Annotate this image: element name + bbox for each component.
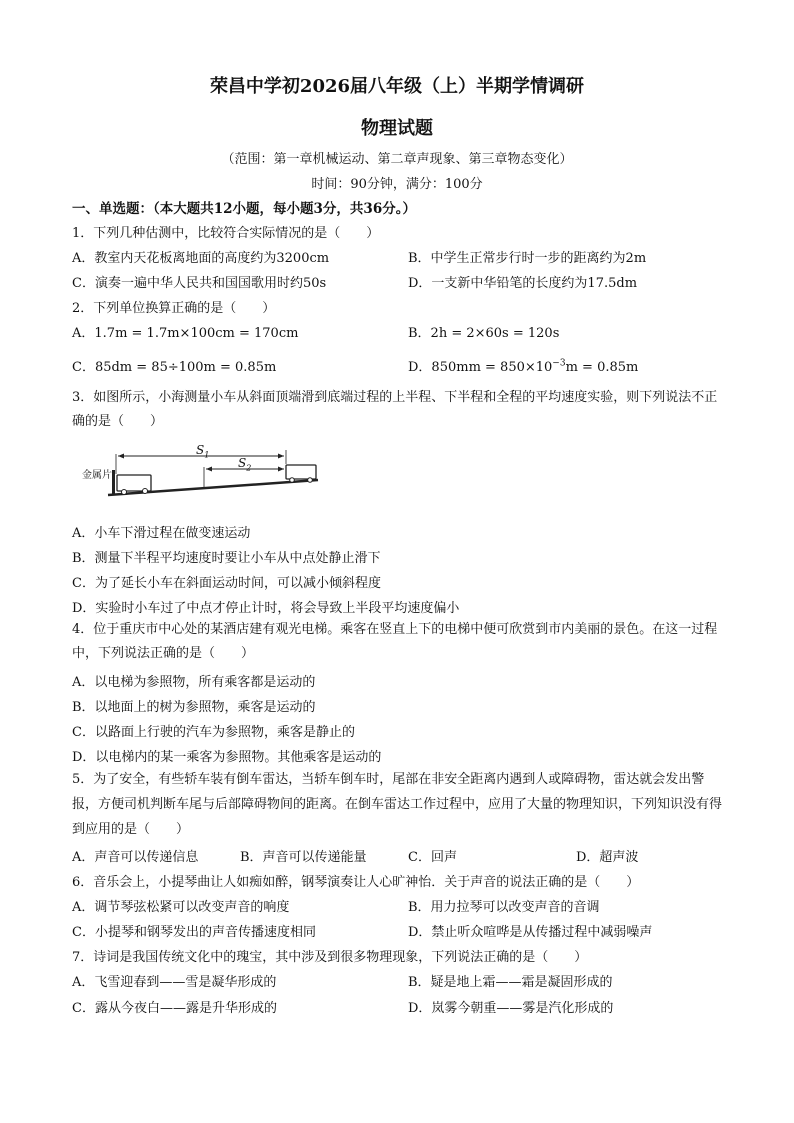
q2-option-c[interactable]: C．85dm = 85÷100m = 0.85m: [72, 360, 277, 375]
q2-d-rest: m = 0.85m: [565, 360, 639, 375]
q7-option-b[interactable]: B．疑是地上霜——霜是凝固形成的: [408, 975, 613, 990]
q5-option-d[interactable]: D．超声波: [576, 850, 639, 865]
q7-option-d[interactable]: D．岚雾今朝重——雾是汽化形成的: [408, 1001, 614, 1016]
q2-option-a[interactable]: A．1.7m = 1.7m×100cm = 170cm: [72, 326, 299, 341]
q4-option-b[interactable]: B．以地面上的树为参照物，乘客是运动的: [72, 700, 316, 715]
section-heading: 一、单选题：（本大题共12小题，每小题3分，共36分。）: [72, 201, 416, 217]
q3-option-c[interactable]: C．为了延长小车在斜面运动时间，可以减小倾斜程度: [72, 576, 381, 591]
q1-option-a[interactable]: A．教室内天花板离地面的高度约为3200cm: [72, 251, 330, 266]
q3-option-d[interactable]: D．实验时小车过了中点才停止计时，将会导致上半段平均速度偏小: [72, 601, 460, 616]
question-3-stem: 3．如图所示，小海测量小车从斜面顶端滑到底端过程的上半程、下半程和全程的平均速度实验，则下列说法不正确的是（ ）: [72, 390, 718, 429]
q3-option-b[interactable]: B．测量下半程平均速度时要让小车从中点处静止滑下: [72, 551, 381, 566]
s2-letter: S: [238, 456, 247, 470]
subject-title: 物理试题: [361, 118, 433, 139]
exam-scope: （范围：第一章机械运动、第二章声现象、第三章物态变化）: [221, 152, 573, 167]
q1-option-d[interactable]: D．一支新中华铅笔的长度约为17.5dm: [408, 276, 638, 291]
q5-option-c[interactable]: C．回声: [408, 850, 457, 865]
q1-option-c[interactable]: C．演奏一遍中华人民共和国国歌用时约50s: [72, 276, 327, 291]
q7-option-a[interactable]: A．飞雪迎春到——雪是凝华形成的: [72, 975, 277, 990]
s1-label: [196, 443, 209, 459]
metal-plate: [112, 470, 115, 495]
q2-option-b[interactable]: B．2h = 2×60s = 120s: [408, 326, 560, 341]
s1-subscript: 1: [204, 450, 210, 460]
q6-option-b[interactable]: B．用力拉琴可以改变声音的音调: [408, 900, 600, 915]
s2-label: [238, 456, 251, 472]
q4-option-d[interactable]: D．以电梯内的某一乘客为参照物。其他乘客是运动的: [72, 750, 382, 765]
q2-option-d[interactable]: [408, 356, 638, 375]
q7-option-c[interactable]: C．露从今夜白——露是升华形成的: [72, 1001, 277, 1016]
question-1-stem: 1．下列几种估测中，比较符合实际情况的是（ ）: [72, 226, 380, 241]
car-bottom: [117, 475, 151, 495]
q4-option-c[interactable]: C．以路面上行驶的汽车为参照物，乘客是静止的: [72, 725, 355, 740]
q5-option-b[interactable]: B．声音可以传递能量: [240, 850, 367, 865]
q6-option-d[interactable]: D．禁止听众喧哗是从传播过程中减弱噪声: [408, 925, 653, 940]
s1-letter: S: [196, 443, 205, 457]
q2-d-exponent: −3: [552, 358, 566, 369]
question-7-stem: 7．诗词是我国传统文化中的瑰宝，其中涉及到很多物理现象，下列说法正确的是（ ）: [72, 950, 588, 965]
question-6-stem: 6．音乐会上，小提琴曲让人如痴如醉，钢琴演奏让人心旷神怡．关于声音的说法正确的是（ ）: [72, 875, 640, 890]
page-title: 荣昌中学初2026届八年级（上）半期学情调研: [209, 76, 585, 97]
question-4-stem: 4．位于重庆市中心处的某酒店建有观光电梯。乘客在竖直上下的电梯中便可欣赏到市内美丽的景色。在这一过程中，下列说法正确的是（ ）: [72, 622, 718, 661]
q1-option-b[interactable]: B．中学生正常步行时一步的距离约为2m: [408, 251, 647, 266]
q4-option-a[interactable]: A．以电梯为参照物，所有乘客都是运动的: [72, 675, 316, 690]
q2-d-base: D．850mm = 850×10: [408, 360, 553, 375]
question-2-stem: 2．下列单位换算正确的是（ ）: [72, 301, 276, 316]
metal-plate-label: 金属片: [82, 470, 112, 481]
car-top: [286, 465, 316, 482]
q6-option-c[interactable]: C．小提琴和钢琴发出的声音传播速度相同: [72, 925, 316, 940]
q6-option-a[interactable]: A．调节琴弦松紧可以改变声音的响度: [72, 900, 290, 915]
q3-option-a[interactable]: A．小车下滑过程在做变速运动: [72, 526, 251, 541]
s2-subscript: 2: [246, 463, 252, 473]
time-score: 时间：90分钟，满分：100分: [311, 177, 483, 192]
q5-option-a[interactable]: A．声音可以传递信息: [72, 850, 199, 865]
question-5-stem: 5．为了安全，有些轿车装有倒车雷达，当轿车倒车时，尾部在非安全距离内遇到人或障碍物，雷达就会发出警报，方便司机判断车尾与后部障碍物间的距离。在倒车雷达工作过程中，应用了大量的物理知识，下列知识没有得到应用的是（ ）: [72, 772, 723, 837]
